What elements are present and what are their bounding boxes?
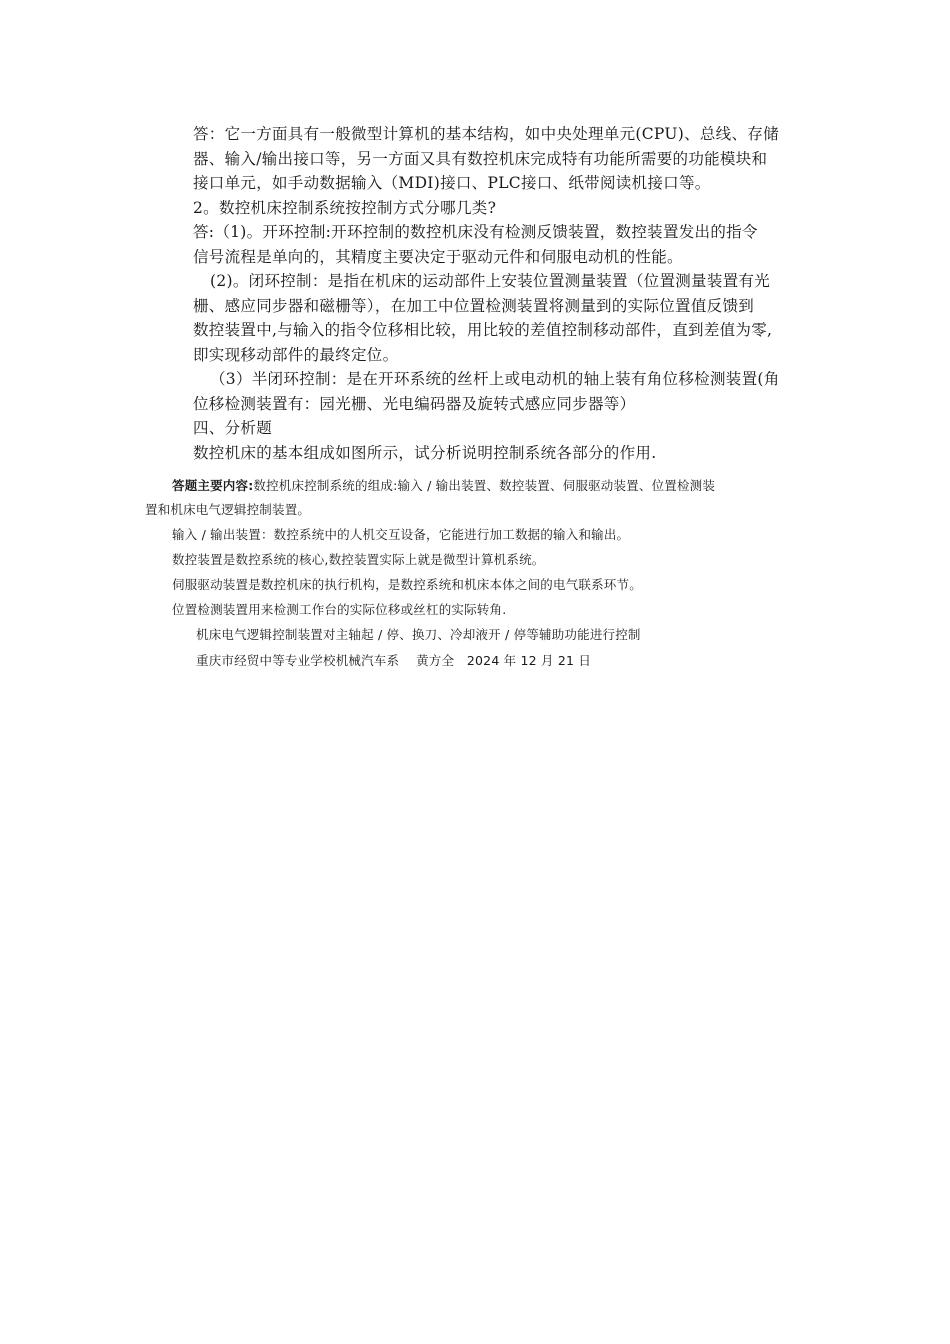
answer-text-continued: 置和机床电气逻辑控制装置。	[145, 502, 311, 517]
question-4: 数控机床的基本组成如图所示，试分析说明控制系统各部分的作用.	[193, 443, 657, 462]
answer-1-paragraph	[193, 122, 813, 465]
text-line: （3）半闭环控制：是在开环系统的丝杆上或电动机的轴上装有角位移检测装置(角	[210, 370, 780, 388]
answer-text: 数控机床控制系统的组成:输入 / 输出装置、数控装置、伺服驱动装置、位置检测装	[253, 478, 716, 493]
logic-control-text: 机床电气逻辑控制装置对主轴起 / 停、换刀、冷却液开 / 停等辅助功能进行控制	[196, 627, 641, 642]
text-line: 栅、感应同步器和磁栅等），在加工中位置检测装置将测量到的实际位置值反馈到	[193, 296, 755, 315]
servo-drive-text: 伺服驱动装置是数控机床的执行机构，是数控系统和机床本体之间的电气联系环节。	[172, 577, 642, 592]
text-line: (2)。闭环控制：是指在机床的运动部件上安装位置测量装置（位置测量装置有光	[210, 272, 771, 290]
text-line: 数控装置中,与输入的指令位移相比较，用比较的差值控制移动部件，直到差值为零,	[193, 321, 773, 339]
section-heading: 四、分析题	[193, 419, 273, 437]
text-line: 即实现移动部件的最终定位。	[193, 345, 399, 364]
question-2: 2。数控机床控制系统按控制方式分哪几类?	[193, 198, 497, 217]
text-line: 接口单元，如手动数据输入（MDI)接口、PLC接口、纸带阅读机接口等。	[193, 174, 711, 192]
cnc-device-text: 数控装置是数控系统的核心,数控装置实际上就是微型计算机系统。	[172, 552, 545, 567]
answer-summary-line	[172, 476, 715, 496]
text-line: 答:（1)。开环控制:开环控制的数控机床没有检测反馈装置，数控装置发出的指令	[193, 223, 758, 241]
text-line: 器、输入/输出接口等，另一方面又具有数控机床完成特有功能所需要的功能模块和	[193, 149, 768, 168]
io-device-text: 输入 / 输出装置：数控系统中的人机交互设备，它能进行加工数据的输入和输出。	[172, 527, 630, 542]
text-line: 信号流程是单向的，其精度主要决定于驱动元件和伺服电动机的性能。	[193, 247, 683, 266]
answer-label: 答题主要内容:	[172, 478, 254, 493]
author-footer: 重庆市经贸中等专业学校机械汽车系 黄方全 2024 年 12 月 21 日	[196, 653, 592, 668]
text-line: 位移检测装置有：园光栅、光电编码器及旋转式感应同步器等）	[193, 394, 636, 413]
text-line: 答：它一方面具有一般微型计算机的基本结构，如中央处理单元(CPU)、总线、存储	[193, 125, 779, 143]
position-detect-text: 位置检测装置用来检测工作台的实际位移或丝杠的实际转角.	[172, 602, 507, 617]
